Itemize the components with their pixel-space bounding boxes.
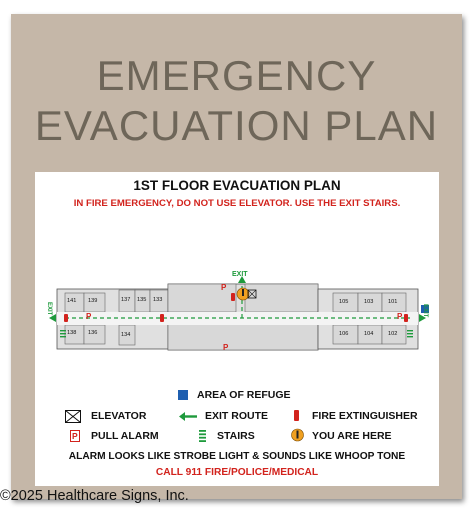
room-label: 134 bbox=[121, 332, 131, 338]
exit-label-right: EXIT bbox=[422, 304, 428, 318]
room-label: 135 bbox=[137, 297, 147, 303]
pull-alarm-marker: P bbox=[397, 312, 403, 321]
call-note: CALL 911 FIRE/POLICE/MEDICAL bbox=[155, 467, 319, 478]
room-label: 102 bbox=[388, 331, 398, 337]
room-label: 133 bbox=[153, 297, 163, 303]
legend-area-of-refuge: AREA OF REFUGE bbox=[197, 389, 291, 401]
you-are-here-icon bbox=[291, 428, 304, 442]
room-label: 138 bbox=[67, 330, 77, 336]
exit-route-icon bbox=[179, 412, 197, 421]
main-corridor bbox=[57, 312, 418, 325]
pull-alarm-icon: P bbox=[72, 431, 78, 441]
room-label: 103 bbox=[364, 299, 374, 305]
pull-alarm-marker: P bbox=[223, 343, 229, 352]
copyright-notice: ©2025 Healthcare Signs, Inc. bbox=[0, 488, 189, 504]
room-label: 104 bbox=[364, 331, 374, 337]
pull-alarm-marker: P bbox=[221, 283, 227, 292]
legend-you-are-here: YOU ARE HERE bbox=[312, 430, 392, 442]
plan-warning: IN FIRE EMERGENCY, DO NOT USE ELEVATOR. USE THE EXIT STAIRS. bbox=[73, 198, 401, 209]
pull-alarm-marker: P bbox=[86, 312, 92, 321]
legend-exit-route: EXIT ROUTE bbox=[205, 410, 269, 422]
sign-title-line2: EVACUATION PLAN bbox=[34, 102, 439, 149]
room-label: 105 bbox=[339, 299, 349, 305]
elevator-icon bbox=[65, 410, 81, 423]
room-label: 101 bbox=[388, 299, 398, 305]
sign-title-line1: EMERGENCY bbox=[96, 52, 377, 99]
floor-plan-sheet bbox=[35, 172, 439, 486]
exit-label-top: EXIT bbox=[232, 271, 248, 278]
room-label: 106 bbox=[339, 331, 349, 337]
room-label: 136 bbox=[88, 330, 98, 336]
room-label: 141 bbox=[67, 298, 77, 304]
room-label: 139 bbox=[88, 298, 98, 304]
room-label: 137 bbox=[121, 297, 131, 303]
alarm-note: ALARM LOOKS LIKE STROBE LIGHT & SOUNDS LIKE WHOOP TONE bbox=[68, 451, 406, 462]
plan-heading: 1ST FLOOR EVACUATION PLAN bbox=[133, 178, 341, 193]
legend-fire-extinguisher: FIRE EXTINGUISHER bbox=[312, 410, 418, 422]
stairs-icon bbox=[199, 430, 206, 442]
exit-label-left: EXIT bbox=[46, 302, 52, 316]
legend-pull-alarm: PULL ALARM bbox=[91, 430, 159, 442]
legend-stairs: STAIRS bbox=[217, 430, 255, 442]
area-of-refuge-icon bbox=[178, 390, 188, 400]
legend-elevator: ELEVATOR bbox=[91, 410, 147, 422]
fire-extinguisher-icon bbox=[294, 410, 299, 421]
sign-plate bbox=[11, 14, 462, 499]
